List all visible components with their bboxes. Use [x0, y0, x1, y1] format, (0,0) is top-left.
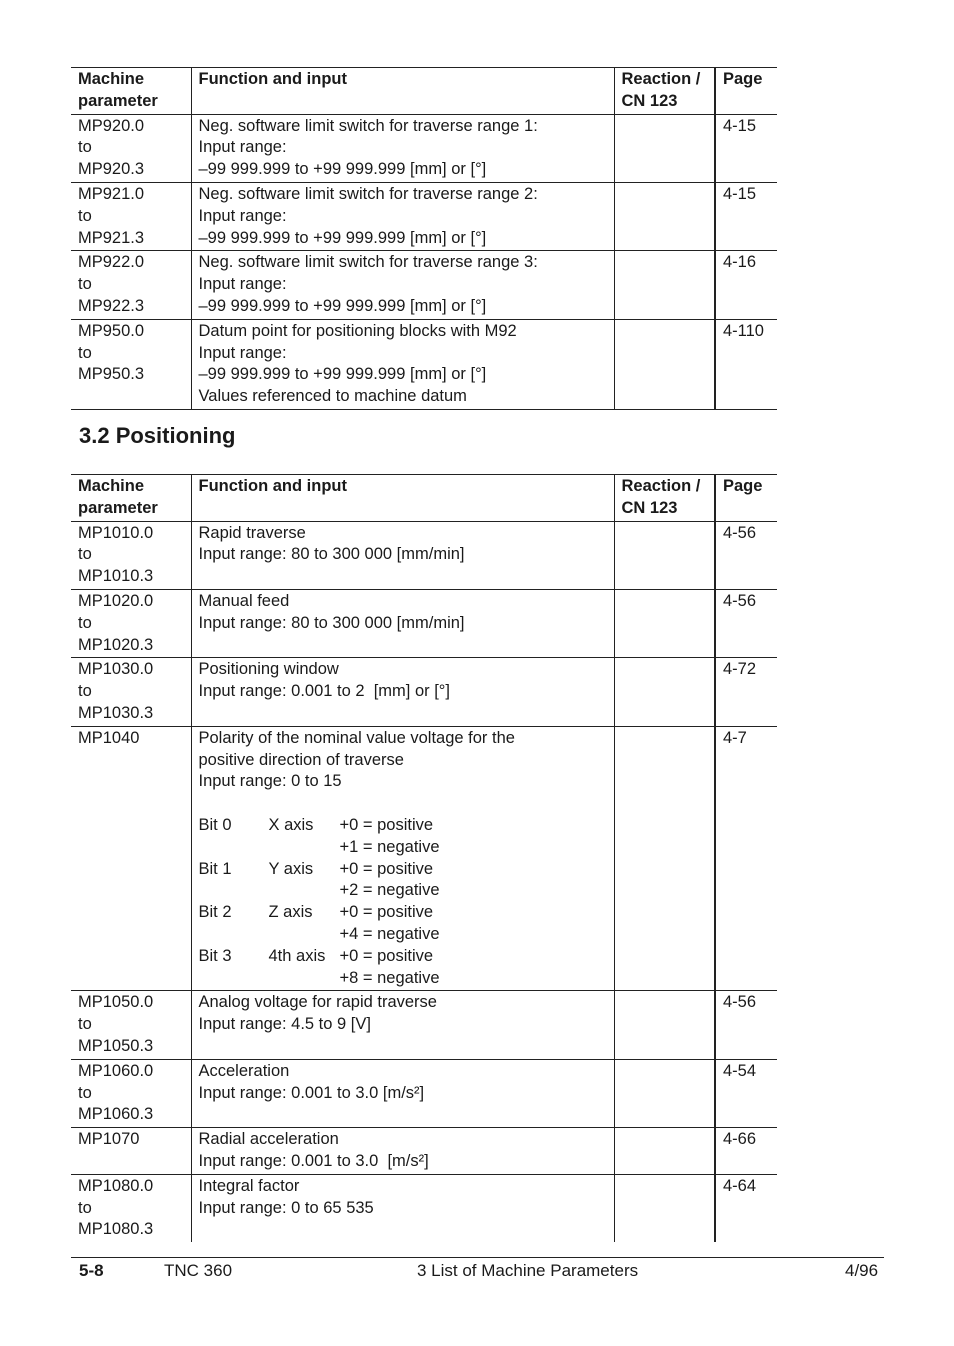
page-cell: 4-15: [723, 116, 757, 135]
page-cell: 4-15: [723, 184, 757, 203]
header-function: Function and input: [191, 475, 614, 522]
table-row: [71, 658, 777, 726]
table-row: [71, 182, 777, 250]
parameter-cell: MP1070: [71, 1128, 191, 1175]
page-cell: 4-56: [723, 591, 757, 610]
table-row: [71, 1174, 777, 1242]
function-cell: Datum point for positioning blocks with M92 Input range: –99 999.999 to +99 999.999 [mm] or [°] Values referenced to machine datum: [191, 319, 614, 409]
footer-date: 4/96: [845, 1261, 879, 1280]
bit-table: Bit 0 X axis +0 = positive +1 = negative Bit 1 Y axis +0 = positive +2 = negative Bit 2 Z axis +0 = positive +4 = negative Bit 3 4th axis +0 = positive +8 = negative: [198, 815, 440, 987]
parameter-cell: MP1020.0 to MP1020.3: [71, 589, 191, 657]
footer-divider: [71, 1257, 884, 1258]
parameter-cell: MP1080.0 to MP1080.3: [71, 1174, 191, 1242]
header-reaction: Reaction / CN 123: [614, 475, 715, 522]
page-cell: 4-54: [723, 1061, 757, 1080]
section-title: 3.2 Positioning: [79, 423, 236, 448]
reaction-cell: [614, 521, 715, 589]
machine-parameter-table-1: [71, 67, 777, 410]
table-row: [71, 589, 777, 657]
table-row: [71, 521, 777, 589]
reaction-cell: [614, 319, 715, 409]
table-row: [71, 251, 777, 319]
footer-chapter: 3 List of Machine Parameters: [417, 1261, 639, 1280]
page-cell: 4-7: [723, 728, 747, 747]
header-reaction: Reaction / CN 123: [614, 68, 715, 115]
machine-parameter-table-2: [71, 474, 777, 1242]
function-cell: Polarity of the nominal value voltage for the positive direction of traverse Input range: 0 to 15 Bit 0 X axis +0 = positive +1 = negative Bit 1 Y axis +0 = positive +2 = negative Bit 2 Z axis +0 = positive +4 = negative Bit 3 4th axis +0 = positive +8 = negative: [191, 726, 614, 991]
page-cell: 4-72: [723, 660, 757, 679]
parameter-cell: MP921.0 to MP921.3: [71, 182, 191, 250]
page-cell: 4-16: [723, 253, 757, 272]
table-row: [71, 1059, 777, 1127]
header-machine-parameter: Machine parameter: [71, 475, 191, 522]
header-page: Page: [723, 477, 763, 495]
function-cell: Acceleration Input range: 0.001 to 3.0 [m/s²]: [191, 1059, 614, 1127]
footer-product: TNC 360: [164, 1261, 233, 1280]
page-cell: 4-56: [723, 993, 757, 1012]
header-machine-parameter: Machine parameter: [71, 68, 191, 115]
reaction-cell: [614, 658, 715, 726]
footer-page-number: 5-8: [79, 1261, 104, 1280]
reaction-cell: [614, 589, 715, 657]
page-cell: 4-56: [723, 523, 757, 542]
parameter-cell: MP950.0 to MP950.3: [71, 319, 191, 409]
page-cell: 4-110: [723, 321, 764, 340]
parameter-cell: MP1010.0 to MP1010.3: [71, 521, 191, 589]
function-cell: Radial acceleration Input range: 0.001 to 3.0 [m/s²]: [191, 1128, 614, 1175]
parameter-cell: MP1050.0 to MP1050.3: [71, 991, 191, 1059]
function-cell: Neg. software limit switch for traverse range 2: Input range: –99 999.999 to +99 999.999 [mm] or [°]: [191, 182, 614, 250]
table-row: [71, 114, 777, 182]
table-row: [71, 1128, 777, 1175]
table-header-row: [71, 68, 777, 115]
function-cell: Integral factor Input range: 0 to 65 535: [191, 1174, 614, 1242]
function-cell: Manual feed Input range: 80 to 300 000 [mm/min]: [191, 589, 614, 657]
parameter-cell: MP1030.0 to MP1030.3: [71, 658, 191, 726]
page-cell: 4-66: [723, 1130, 757, 1149]
reaction-cell: [614, 251, 715, 319]
parameter-cell: MP922.0 to MP922.3: [71, 251, 191, 319]
header-page: Page: [723, 70, 763, 88]
reaction-cell: [614, 1174, 715, 1242]
reaction-cell: [614, 726, 715, 991]
function-cell: Positioning window Input range: 0.001 to 2 [mm] or [°]: [191, 658, 614, 726]
reaction-cell: [614, 182, 715, 250]
parameter-cell: MP1060.0 to MP1060.3: [71, 1059, 191, 1127]
reaction-cell: [614, 991, 715, 1059]
header-function: Function and input: [191, 68, 614, 115]
function-cell: Neg. software limit switch for traverse range 3: Input range: –99 999.999 to +99 999.999 [mm] or [°]: [191, 251, 614, 319]
parameter-cell: MP1040: [71, 726, 191, 991]
reaction-cell: [614, 1128, 715, 1175]
reaction-cell: [614, 1059, 715, 1127]
function-cell: Analog voltage for rapid traverse Input range: 4.5 to 9 [V]: [191, 991, 614, 1059]
page-cell: 4-64: [723, 1176, 757, 1195]
table-header-row: [71, 475, 777, 522]
parameter-cell: MP920.0 to MP920.3: [71, 114, 191, 182]
table-row: [71, 319, 777, 409]
table-row: [71, 726, 777, 991]
reaction-cell: [614, 114, 715, 182]
function-cell: Neg. software limit switch for traverse range 1: Input range: –99 999.999 to +99 999.999 [mm] or [°]: [191, 114, 614, 182]
table-row: [71, 991, 777, 1059]
function-cell: Rapid traverse Input range: 80 to 300 000 [mm/min]: [191, 521, 614, 589]
